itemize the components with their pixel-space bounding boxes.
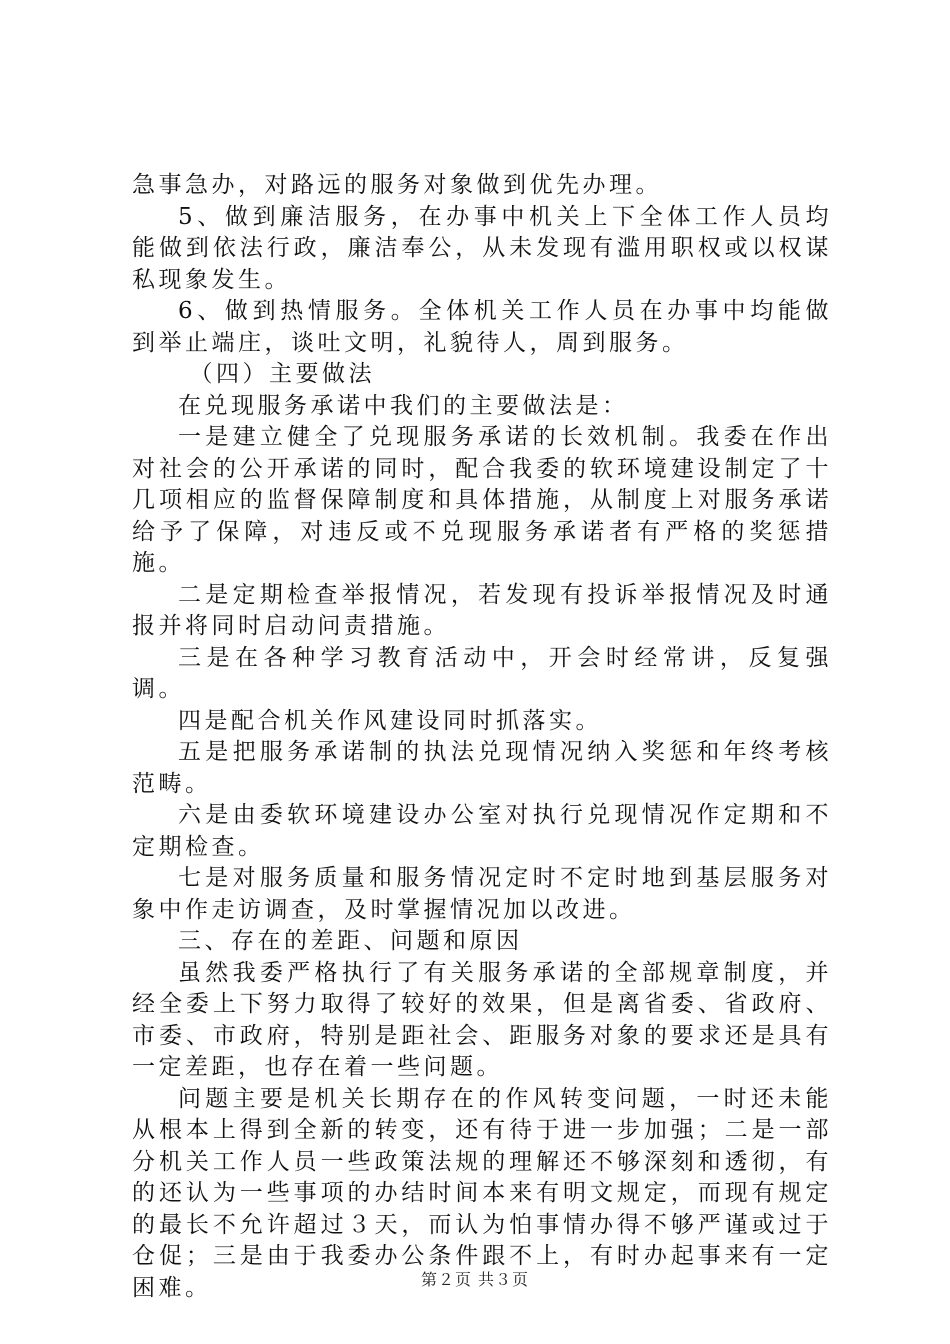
- page-number-footer: 第２页 共３页: [420, 1270, 530, 1289]
- paragraph-continuation: 急事急办，对路远的服务对象做到优先办理。: [132, 172, 662, 198]
- document-body: [132, 170, 832, 1304]
- paragraph-practice-5: 五是把服务承诺制的执法兑现情况纳入奖惩和年终考核范畴。: [132, 739, 832, 797]
- section-heading-main-practices: （四）主要做法: [189, 361, 375, 387]
- paragraph-practice-6: 六是由委软环境建设办公室对执行兑现情况作定期和不定期检查。: [132, 802, 832, 860]
- paragraph-practice-3: 三是在各种学习教育活动中，开会时经常讲，反复强调。: [132, 644, 832, 702]
- paragraph-practice-7: 七是对服务质量和服务情况定时不定时地到基层服务对象中作走访调查，及时掌握情况加以改进。: [132, 865, 832, 923]
- paragraph-item-5: 5、做到廉洁服务，在办事中机关上下全体工作人员均能做到依法行政，廉洁奉公，从未发现有滥用职权或以权谋私现象发生。: [132, 203, 832, 293]
- paragraph-practice-1: 一是建立健全了兑现服务承诺的长效机制。我委在作出对社会的公开承诺的同时，配合我委的软环境建设制定了十几项相应的监督保障制度和具体措施，从制度上对服务承诺给予了保障，对违反或不兑现服务承诺者有严格的奖惩措施。: [132, 424, 832, 576]
- paragraph-practice-2: 二是定期检查举报情况，若发现有投诉举报情况及时通报并将同时启动问责措施。: [132, 581, 832, 639]
- paragraph-item-6: 6、做到热情服务。全体机关工作人员在办事中均能做到举止端庄，谈吐文明，礼貌待人，周到服务。: [132, 298, 832, 356]
- paragraph-gaps-summary: 虽然我委严格执行了有关服务承诺的全部规章制度，并经全委上下努力取得了较好的效果，但是离省委、省政府、市委、市政府，特别是距社会、距服务对象的要求还是具有一定差距，也存在着一些问题。: [132, 959, 832, 1080]
- section-heading-gaps: 三、存在的差距、问题和原因: [178, 928, 523, 954]
- paragraph-problems: 问题主要是机关长期存在的作风转变问题，一时还未能从根本上得到全新的转变，还有待于进一步加强；二是一部分机关工作人员一些政策法规的理解还不够深刻和透彻，有的还认为一些事项的办结时间本来有明文规定，而现有规定的最长不允许超过３天，而认为怕事情办得不够严谨或过于仓促；三是由于我委办公条件跟不上，有时办起事来有一定困难。: [132, 1085, 832, 1301]
- paragraph-practice-4: 四是配合机关作风建设同时抓落实。: [178, 707, 602, 734]
- paragraph-practices-intro: 在兑现服务承诺中我们的主要做法是：: [178, 392, 629, 419]
